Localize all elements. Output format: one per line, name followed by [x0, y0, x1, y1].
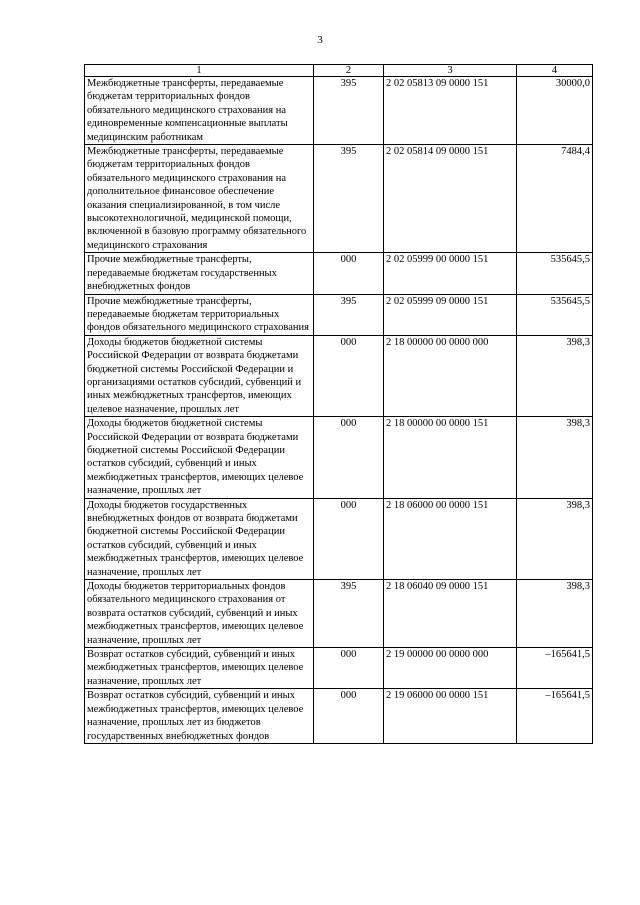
- row-admin-code: 000: [314, 417, 384, 498]
- table-row: [85, 498, 593, 579]
- row-budget-code: 2 18 00000 00 0000 000: [384, 335, 517, 416]
- table-row: [85, 580, 593, 648]
- row-budget-code: 2 18 06040 09 0000 151: [384, 580, 517, 648]
- table-row: [85, 648, 593, 689]
- row-budget-code: 2 02 05999 09 0000 151: [384, 294, 517, 335]
- row-admin-code: 395: [314, 77, 384, 145]
- row-name: Доходы бюджетов государственных внебюджетных фондов от возврата бюджетами бюджетной системы Российской Федерации остатков субсидий, субвенций и иных межбюджетных трансфертов, имеющих целевое назначение, прошлых лет: [85, 498, 314, 579]
- table-row: [85, 689, 593, 744]
- row-budget-code: 2 18 00000 00 0000 151: [384, 417, 517, 498]
- row-amount: 30000,0: [517, 77, 593, 145]
- row-admin-code: 395: [314, 294, 384, 335]
- row-name: Межбюджетные трансферты, передаваемые бюджетам территориальных фондов обязательного медицинского страхования на дополнительное финансовое обеспечение оказания специализированной, в том числе высокотехнологичной, медицинской помощи, включенной в базовую программу обязательного медицинского страхования: [85, 145, 314, 253]
- table-row: [85, 417, 593, 498]
- row-budget-code: 2 02 05813 09 0000 151: [384, 77, 517, 145]
- table-header: [85, 65, 593, 77]
- table-row: [85, 77, 593, 145]
- row-budget-code: 2 02 05814 09 0000 151: [384, 145, 517, 253]
- row-admin-code: 000: [314, 689, 384, 744]
- row-admin-code: 000: [314, 648, 384, 689]
- column-header-3: 3: [384, 65, 517, 77]
- row-budget-code: 2 02 05999 00 0000 151: [384, 253, 517, 294]
- table-row: [85, 335, 593, 416]
- row-name: Межбюджетные трансферты, передаваемые бюджетам территориальных фондов обязательного медицинского страхования на единовременные компенсационные выплаты медицинским работникам: [85, 77, 314, 145]
- row-amount: –165641,5: [517, 648, 593, 689]
- row-name: Доходы бюджетов территориальных фондов обязательного медицинского страхования от возврата остатков субсидий, субвенций и иных межбюджетных трансфертов, имеющих целевое назначение, прошлых лет: [85, 580, 314, 648]
- row-admin-code: 000: [314, 335, 384, 416]
- row-name: Возврат остатков субсидий, субвенций и иных межбюджетных трансфертов, имеющих целевое назначение, прошлых лет: [85, 648, 314, 689]
- row-amount: 398,3: [517, 580, 593, 648]
- row-amount: 398,3: [517, 417, 593, 498]
- row-budget-code: 2 19 00000 00 0000 000: [384, 648, 517, 689]
- column-header-2: 2: [314, 65, 384, 77]
- row-name: Прочие межбюджетные трансферты, передаваемые бюджетам территориальных фондов обязательного медицинского страхования: [85, 294, 314, 335]
- row-admin-code: 395: [314, 580, 384, 648]
- row-admin-code: 000: [314, 253, 384, 294]
- row-name: Доходы бюджетов бюджетной системы Российской Федерации от возврата бюджетами бюджетной системы Российской Федерации и организациями остатков субсидий, субвенций и иных межбюджетных трансфертов, имеющих целевое назначение, прошлых лет: [85, 335, 314, 416]
- table-row: [85, 145, 593, 253]
- row-amount: –165641,5: [517, 689, 593, 744]
- column-header-1: 1: [85, 65, 314, 77]
- row-budget-code: 2 19 06000 00 0000 151: [384, 689, 517, 744]
- page-number: 3: [317, 34, 323, 46]
- header-row: [85, 65, 593, 77]
- budget-table: [84, 64, 593, 744]
- row-amount: 7484,4: [517, 145, 593, 253]
- row-name: Возврат остатков субсидий, субвенций и иных межбюджетных трансфертов, имеющих целевое назначение, прошлых лет из бюджетов государственных внебюджетных фондов: [85, 689, 314, 744]
- table-body: [85, 77, 593, 744]
- row-amount: 535645,5: [517, 253, 593, 294]
- row-amount: 398,3: [517, 498, 593, 579]
- row-admin-code: 395: [314, 145, 384, 253]
- row-name: Прочие межбюджетные трансферты, передаваемые бюджетам государственных внебюджетных фондов: [85, 253, 314, 294]
- row-amount: 535645,5: [517, 294, 593, 335]
- table-row: [85, 294, 593, 335]
- table-row: [85, 253, 593, 294]
- row-amount: 398,3: [517, 335, 593, 416]
- row-budget-code: 2 18 06000 00 0000 151: [384, 498, 517, 579]
- row-name: Доходы бюджетов бюджетной системы Российской Федерации от возврата бюджетами бюджетной системы Российской Федерации остатков субсидий, субвенций и иных межбюджетных трансфертов, имеющих целевое назначение, прошлых лет: [85, 417, 314, 498]
- column-header-4: 4: [517, 65, 593, 77]
- row-admin-code: 000: [314, 498, 384, 579]
